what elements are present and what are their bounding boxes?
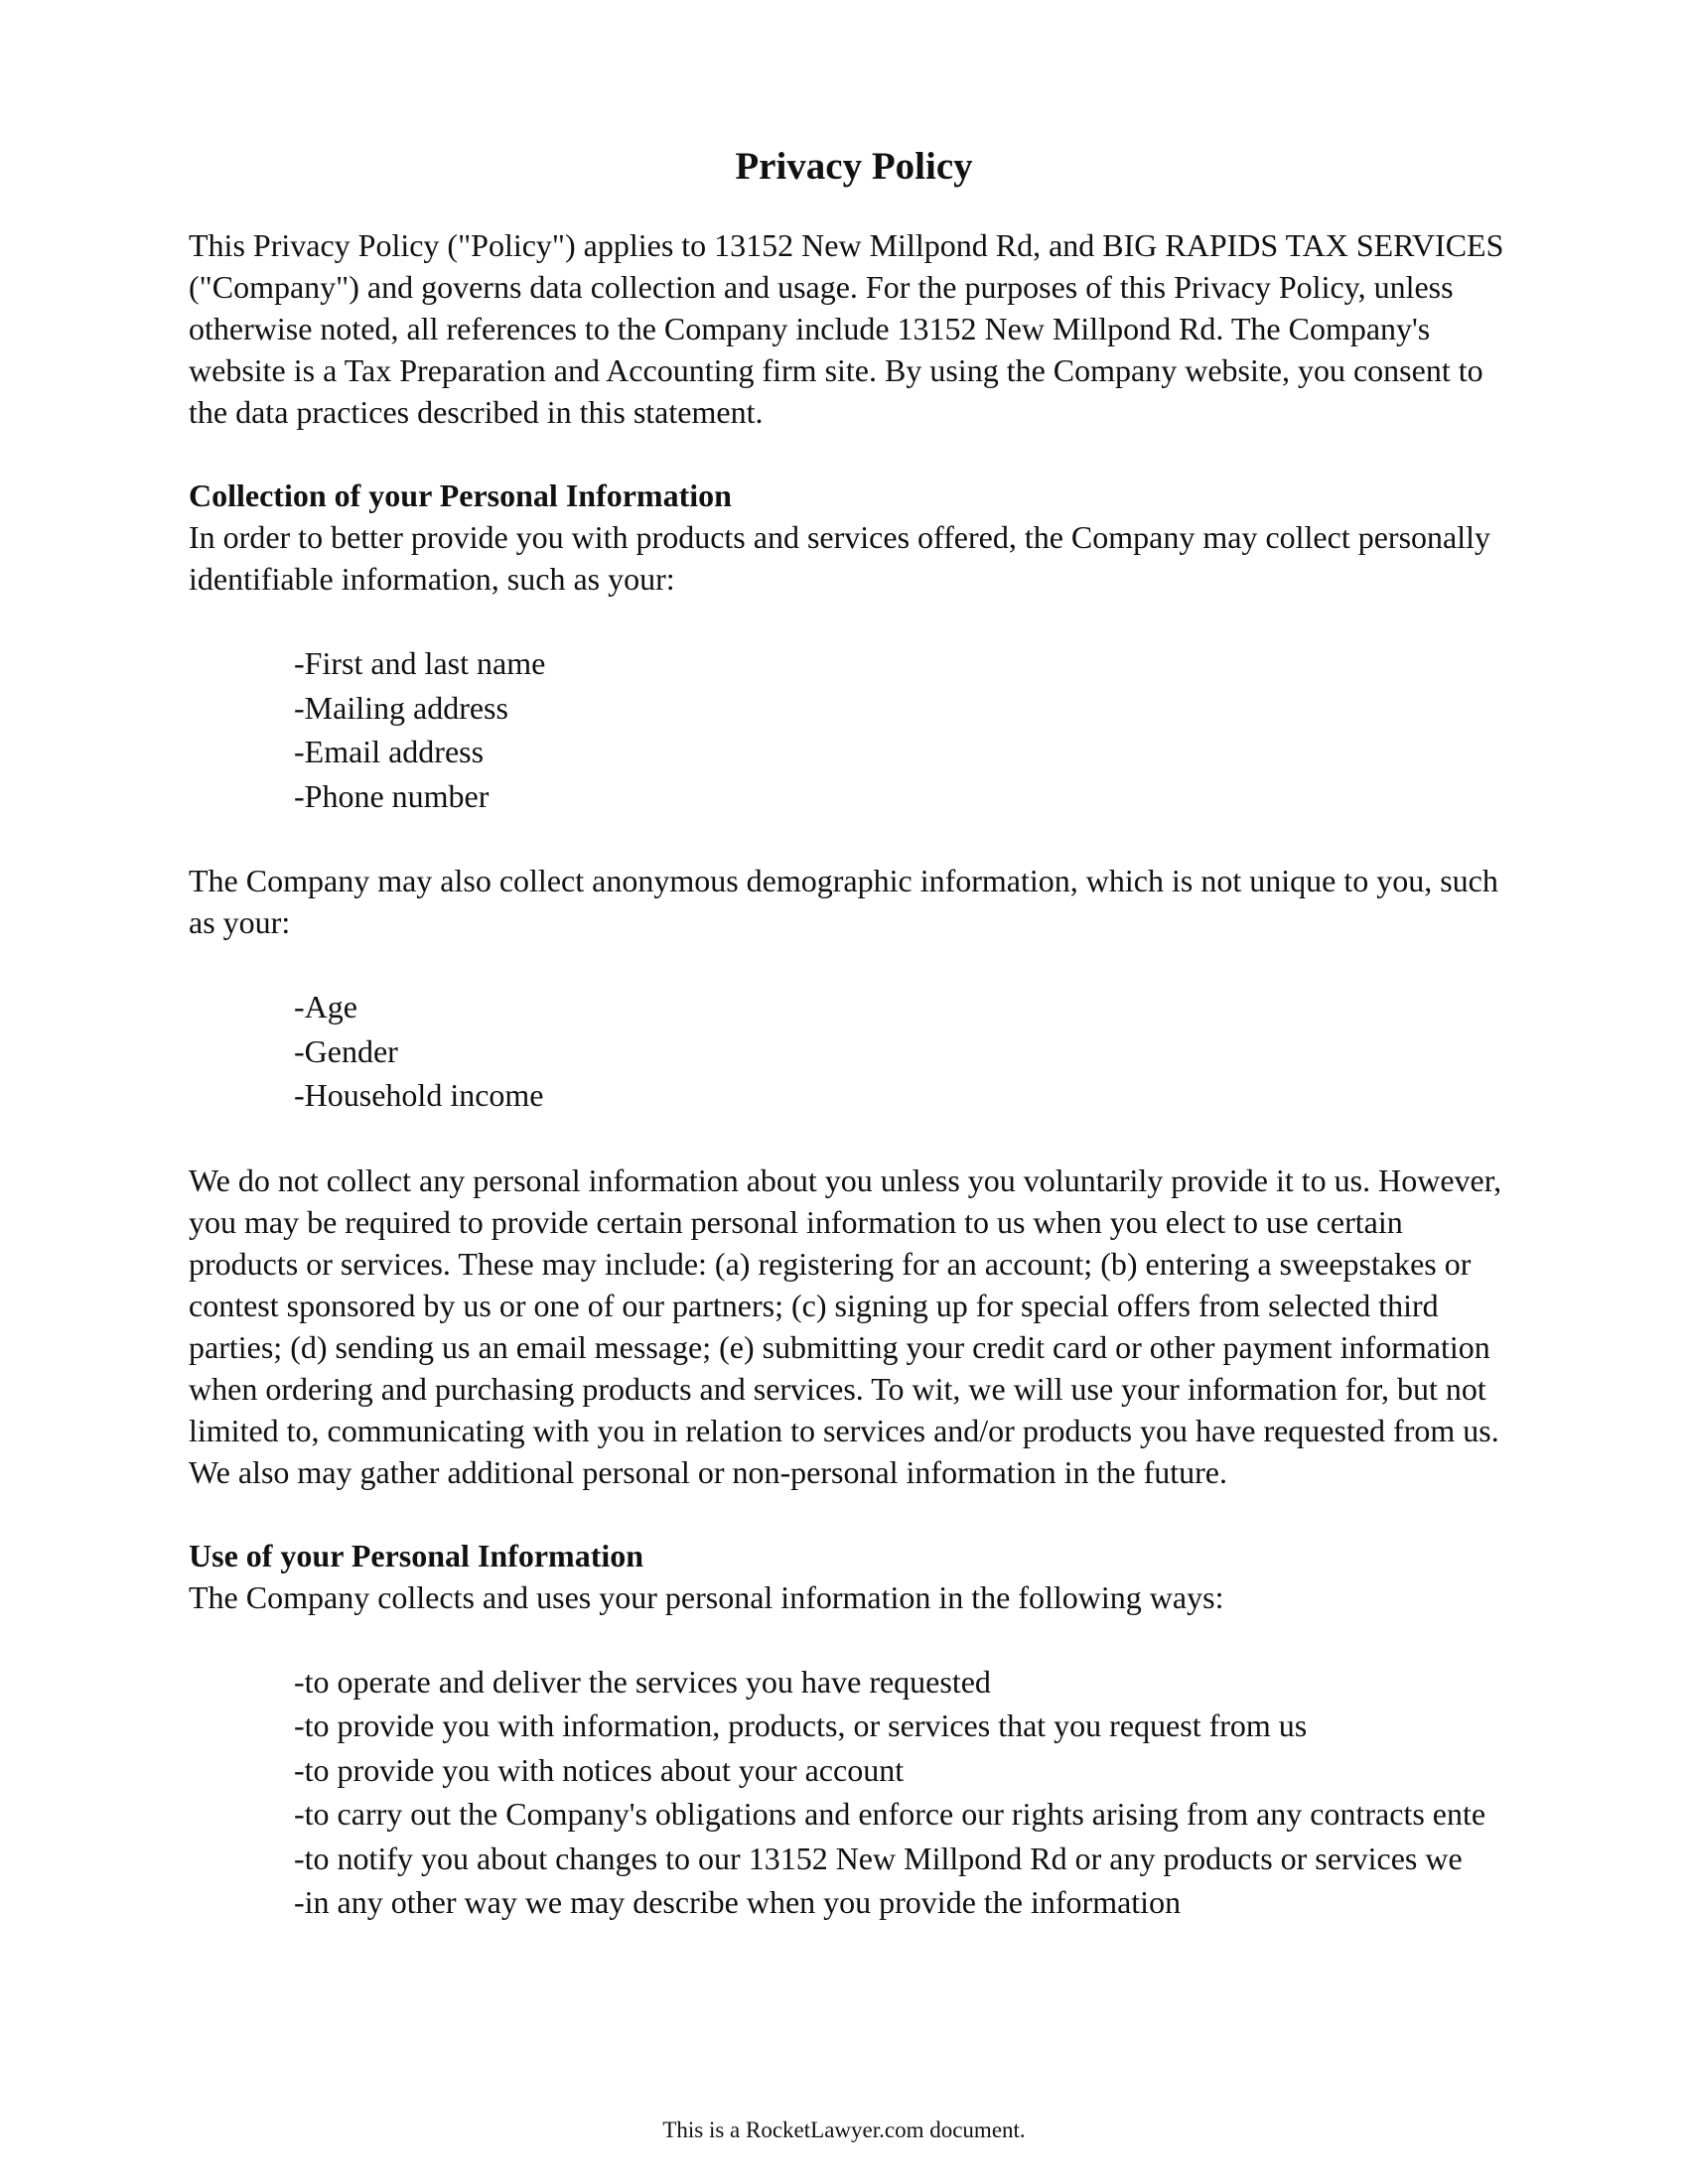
demographic-info-list — [189, 985, 1519, 1118]
list-item: -Mailing address — [294, 689, 508, 726]
list-item: -to provide you with information, products, or services that you request from us — [294, 1707, 1308, 1743]
use-list — [189, 1660, 1519, 1925]
list-item: -to carry out the Company's obligations and enforce our rights arising from any contracts ente — [294, 1796, 1486, 1832]
list-item: -in any other way we may describe when you provide the information — [294, 1884, 1182, 1920]
list-item: -Email address — [294, 734, 485, 769]
list-item: -to operate and deliver the services you have requested — [294, 1663, 991, 1700]
document-title: Privacy Policy — [735, 145, 973, 188]
collection-closing-paragraph: We do not collect any personal information about you unless you voluntarily provide it to us. However, you may be required to provide certain personal information to us when you elect to use certain products or services. These may include: (a) registering for an account; (b) entering a sweepstakes or contest sponsored by us or one of our partners; (c) signing up for special offers from selected third parties; (d) sending us an email message; (e) submitting your credit card or other payment information when ordering and purchasing products and services. To wit, we will use your information for, but not limited to, communicating with you in relation to services and/or products you have requested from us. We also may gather additional personal or non-personal information in the future. — [189, 1161, 1502, 1490]
collection-heading: Collection of your Personal Information — [189, 478, 732, 513]
list-item: -First and last name — [294, 645, 546, 681]
use-heading: Use of your Personal Information — [189, 1537, 644, 1573]
list-item: -Gender — [294, 1032, 398, 1069]
use-lead: The Company collects and uses your personal information in the following ways: — [189, 1578, 1224, 1615]
list-item: -Age — [294, 989, 357, 1024]
list-item: -Phone number — [294, 777, 490, 814]
list-item: -to provide you with notices about your account — [294, 1751, 905, 1788]
demographic-lead: The Company may also collect anonymous demographic information, which is not unique to you, such as your: — [189, 863, 1498, 940]
personal-info-list — [189, 641, 1519, 818]
list-item: -to notify you about changes to our 13152 New Millpond Rd or any products or services we — [294, 1840, 1463, 1876]
use-section — [189, 1535, 1519, 1925]
list-item: -Household income — [294, 1077, 544, 1113]
collection-lead: In order to better provide you with products and services offered, the Company may collect personally identifiable information, such as your: — [189, 519, 1491, 597]
document-body — [189, 141, 1519, 1967]
intro-paragraph: This Privacy Policy ("Policy") applies to 13152 New Millpond Rd, and BIG RAPIDS TAX SERVICES ("Company") and governs data collection and usage. For the purposes of this Privacy Policy, unless otherwise noted, all references to the Company include 13152 New Millpond Rd. The Company's website is a Tax Preparation and Accounting firm site. By using the Company website, you consent to the data practices described in this statement. — [189, 227, 1504, 430]
collection-section — [189, 475, 1519, 1493]
document-footer: This is a RocketLawyer.com document. — [662, 2117, 1026, 2142]
